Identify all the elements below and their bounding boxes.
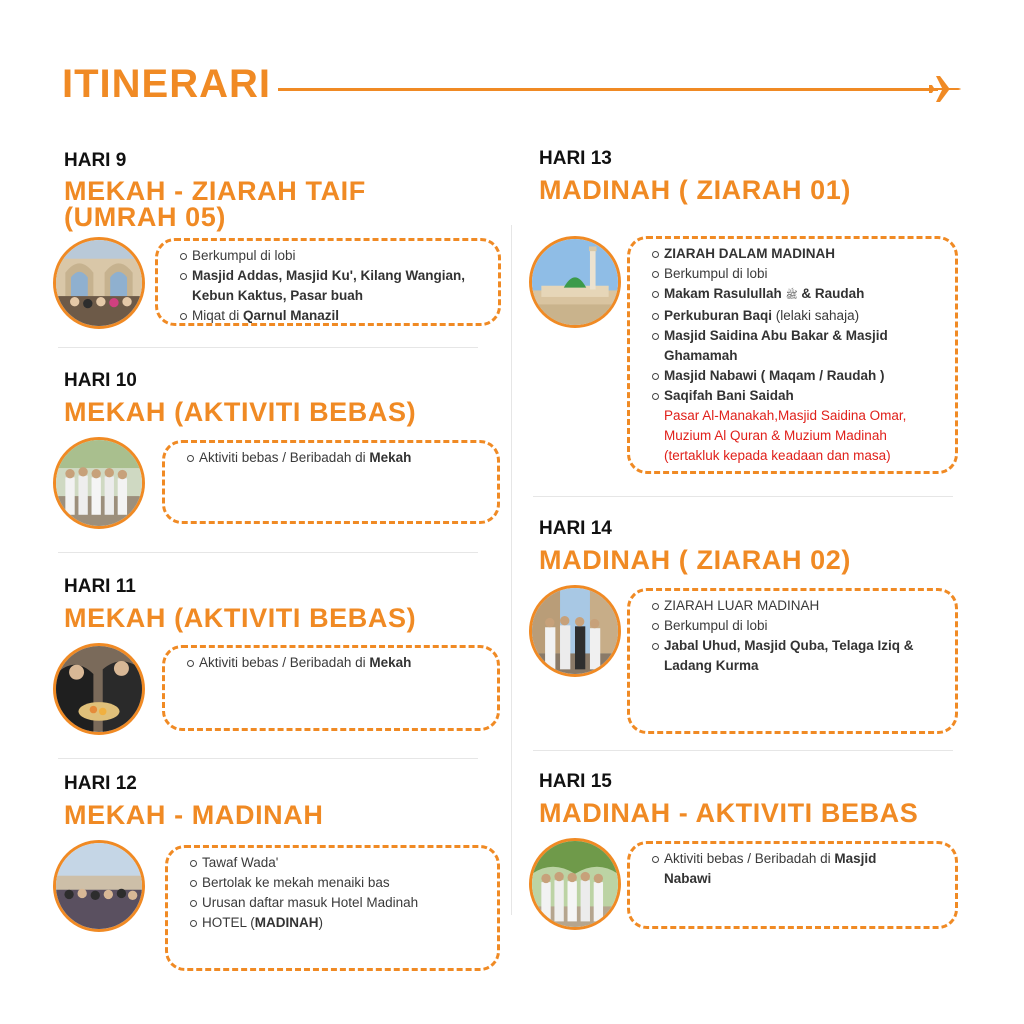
- airplane-icon: [928, 72, 962, 106]
- day-title: MEKAH - MADINAH: [64, 800, 324, 830]
- day-11-section: [64, 576, 416, 633]
- list-item: Jabal Uhud, Masjid Quba, Telaga Iziq &: [652, 636, 943, 656]
- list-item: Perkuburan Baqi (lelaki sahaja): [652, 306, 943, 326]
- group-photo-image: [56, 240, 142, 326]
- day-14-photo: [529, 585, 621, 677]
- day-label: HARI 13: [539, 148, 612, 169]
- day-10-photo: [53, 437, 145, 529]
- day-12-activity-box: [165, 845, 500, 971]
- group-photo-image: [532, 588, 618, 674]
- list-item: Tawaf Wada': [190, 853, 485, 873]
- day-10-section: [64, 370, 416, 427]
- day-label: HARI 15: [539, 771, 612, 792]
- day-title: MEKAH (AKTIVITI BEBAS): [64, 603, 417, 633]
- day-14-section: [539, 518, 851, 575]
- list-item: ZIARAH LUAR MADINAH: [652, 596, 943, 616]
- day-15-photo: [529, 838, 621, 930]
- day-label: HARI 10: [64, 370, 137, 391]
- section-divider: [58, 552, 478, 553]
- day-13-activity-box: [627, 236, 958, 474]
- day-title: MADINAH ( ZIARAH 02): [539, 545, 851, 575]
- list-item: HOTEL (MADINAH): [190, 913, 485, 933]
- list-item: Makam Rasulullah ﷺ & Raudah: [652, 284, 943, 306]
- list-item: Urusan daftar masuk Hotel Madinah: [190, 893, 485, 913]
- list-item: Ladang Kurma: [664, 658, 759, 673]
- list-item: Berkumpul di lobi: [180, 246, 486, 266]
- day-13-section: [539, 148, 851, 205]
- day-label: HARI 14: [539, 518, 612, 539]
- list-item: Aktiviti bebas / Beribadah di Mekah: [187, 653, 485, 673]
- list-item: Berkumpul di lobi: [652, 264, 943, 284]
- day-label: HARI 11: [64, 576, 136, 597]
- day-14-activity-box: [627, 588, 958, 734]
- optional-note: Pasar Al-Manakah,Masjid Saidina Omar,: [664, 408, 907, 423]
- list-item: Saqifah Bani Saidah: [652, 386, 943, 406]
- group-photo-image: [56, 646, 142, 732]
- list-item: Bertolak ke mekah menaiki bas: [190, 873, 485, 893]
- optional-note: (tertakluk kepada keadaan dan masa): [664, 448, 891, 463]
- day-13-photo: [529, 236, 621, 328]
- day-15-activity-box: [627, 841, 958, 929]
- list-item: Berkumpul di lobi: [652, 616, 943, 636]
- header-divider-line: [278, 88, 938, 91]
- day-15-section: [539, 771, 918, 828]
- day-title: MADINAH ( ZIARAH 01): [539, 175, 851, 205]
- section-divider: [58, 347, 478, 348]
- page-title: ITINERARI: [62, 62, 271, 106]
- section-divider: [533, 496, 953, 497]
- group-photo-image: [56, 440, 142, 526]
- group-photo-image: [532, 841, 618, 927]
- day-9-photo: [53, 237, 145, 329]
- list-item: Kebun Kaktus, Pasar buah: [192, 288, 364, 303]
- list-item: Miqat di Qarnul Manazil: [180, 306, 486, 326]
- optional-note: Muzium Al Quran & Muzium Madinah: [664, 428, 887, 443]
- list-item: Masjid Saidina Abu Bakar & Masjid: [652, 326, 943, 346]
- day-12-photo: [53, 840, 145, 932]
- day-title: [64, 178, 366, 230]
- masjid-nabawi-photo-image: [532, 239, 618, 325]
- day-label: HARI 9: [64, 150, 127, 171]
- list-item: Aktiviti bebas / Beribadah di Masjid: [652, 849, 943, 869]
- column-divider: [511, 225, 512, 915]
- day-9-section: [64, 150, 366, 230]
- list-item: ZIARAH DALAM MADINAH: [652, 244, 943, 264]
- section-divider: [58, 758, 478, 759]
- section-divider: [533, 750, 953, 751]
- list-item: Masjid Nabawi ( Maqam / Raudah ): [652, 366, 943, 386]
- day-title-line: (UMRAH 05): [64, 202, 227, 232]
- day-10-activity-box: [162, 440, 500, 524]
- list-item: Masjid Addas, Masjid Ku', Kilang Wangian,: [180, 266, 486, 286]
- day-12-section: [64, 773, 323, 830]
- day-11-photo: [53, 643, 145, 735]
- day-9-activity-box: [155, 238, 501, 326]
- day-label: HARI 12: [64, 773, 137, 794]
- day-title-line: MEKAH - ZIARAH TAIF: [64, 176, 366, 206]
- day-title: MEKAH (AKTIVITI BEBAS): [64, 397, 417, 427]
- day-title: MADINAH - AKTIVITI BEBAS: [539, 798, 919, 828]
- list-item: Aktiviti bebas / Beribadah di Mekah: [187, 448, 485, 468]
- day-11-activity-box: [162, 645, 500, 731]
- list-item: Ghamamah: [664, 348, 738, 363]
- list-item: Nabawi: [664, 871, 712, 886]
- group-photo-image: [56, 843, 142, 929]
